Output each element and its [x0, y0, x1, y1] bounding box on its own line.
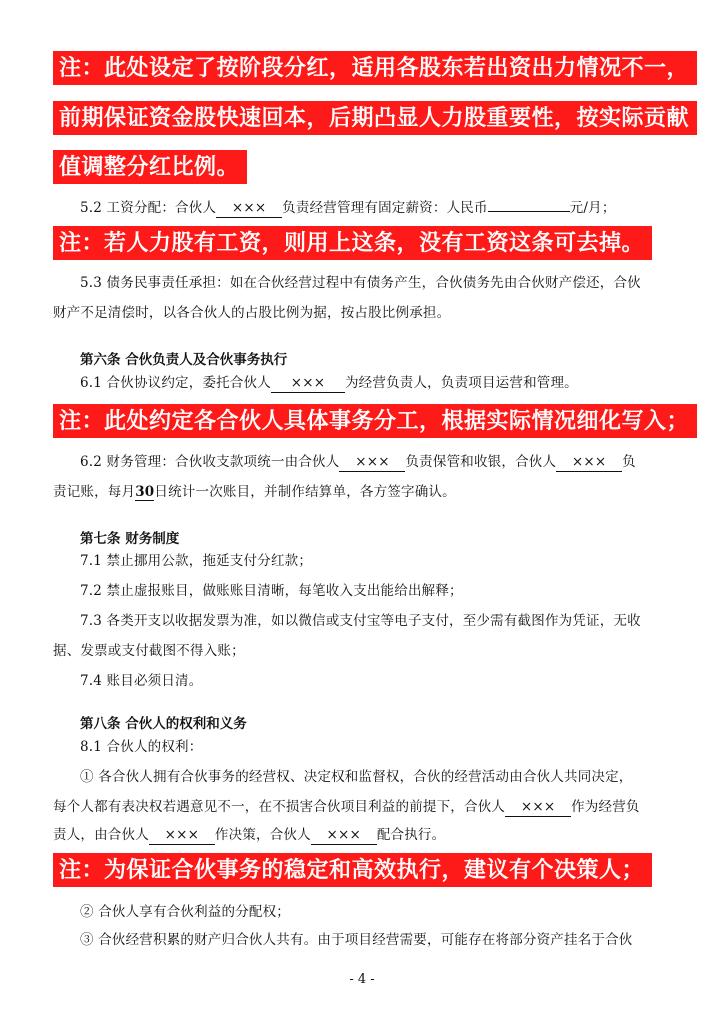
clause-6-2-line2: [53, 477, 675, 507]
clause-7-1: 7.1 禁止挪用公款，拖延支付分红款；: [80, 553, 313, 569]
right-1-text-d: 作决策，合伙人: [214, 827, 311, 843]
clause-6-2-text-d: 责记账，每月: [53, 484, 136, 500]
right-1-text-c: 责人，由合伙人: [53, 827, 149, 843]
clause-6-2-text-e: 日统计一次账目，并制作结算单，各方签字确认。: [154, 484, 456, 500]
clause-5-2-text-b: 负责经营管理有固定薪资：人民币: [282, 200, 488, 216]
article-8-heading: 第八条 合伙人的权利和义务: [80, 716, 247, 732]
clause-6-1-text-a: 6.1 合伙协议约定，委托合伙人: [80, 375, 271, 391]
partner-name-blank: ×××: [271, 375, 345, 393]
clause-5-3-line1: 5.3 债务民事责任承担：如在合伙经营过程中有债务产生，合伙债务先由合伙财产偿还，合伙: [80, 275, 641, 291]
red-note-dividend-line3: 值调整分红比例。: [53, 150, 247, 184]
partner-name-blank: ×××: [556, 454, 622, 472]
partner-name-blank: ×××: [149, 827, 215, 845]
right-1-line2: [53, 792, 675, 822]
clause-6-2-text-b: 负责保管和收银，合伙人: [405, 454, 557, 470]
right-1-line1: ① 各合伙人拥有合伙事务的经营权、决定权和监督权，合伙的经营活动由合伙人共同决定，: [80, 769, 633, 785]
partner-name-blank: ×××: [505, 799, 571, 817]
article-7-heading: 第七条 财务制度: [80, 531, 180, 547]
right-1-text-a: 每个人都有表决权若遇意见不一，在不损害合伙项目利益的前提下，合伙人: [53, 799, 506, 815]
clause-7-2: 7.2 禁止虚报账目，做账账目清晰，每笔收入支出能给出解释；: [80, 583, 463, 599]
clause-5-2-text-a: 5.2 工资分配：合伙人: [80, 200, 217, 216]
clause-6-2-text-c: 负: [622, 454, 636, 470]
red-note-division-of-duties: 注：此处约定各合伙人具体事务分工，根据实际情况细化写入；: [53, 404, 697, 438]
article-6-heading: 第六条 合伙负责人及合伙事务执行: [80, 352, 288, 368]
red-note-dividend-line1: 注：此处设定了按阶段分红，适用各股东若出资出力情况不一，: [53, 51, 697, 85]
clause-6-1: [53, 368, 702, 398]
clause-6-1-text-b: 为经营负责人，负责项目运营和管理。: [344, 375, 578, 391]
page-number: - 4 -: [349, 972, 375, 987]
salary-amount-blank: [488, 211, 570, 212]
red-note-dividend-line2: 前期保证资金股快速回本，后期凸显人力股重要性，按实际贡献: [53, 101, 697, 135]
right-1-line3: [53, 820, 675, 850]
clause-5-3-line2: 财产不足清偿时，以各合伙人的占股比例为据，按占股比例承担。: [53, 305, 451, 321]
clause-5-2: [53, 193, 702, 223]
clause-6-2-text-a: 6.2 财务管理：合伙收支款项统一由合伙人: [80, 454, 340, 470]
clause-7-4: 7.4 账目必须日清。: [80, 673, 203, 689]
right-1-text-e: 配合执行。: [376, 827, 446, 843]
partner-name-blank: ×××: [339, 454, 405, 472]
right-1-text-b: 作为经营负: [571, 799, 640, 815]
clause-8-1: 8.1 合伙人的权利：: [80, 739, 203, 755]
partner-name-blank: ×××: [216, 200, 282, 218]
clause-7-3-line2: 据、发票或支付截图不得入账；: [53, 643, 245, 659]
partner-name-blank: ×××: [311, 827, 377, 845]
red-note-salary: 注：若人力股有工资，则用上这条，没有工资这条可去掉。: [53, 226, 652, 260]
right-2: ② 合伙人享有合伙利益的分配权；: [80, 904, 290, 920]
clause-6-2-line1: [53, 447, 702, 477]
clause-5-2-text-c: 元/月；: [569, 200, 616, 216]
right-3: ③ 合伙经营积累的财产归合伙人共有。由于项目经营需要，可能存在将部分资产挂名于合伙: [80, 932, 633, 948]
red-note-decision-maker: 注：为保证合伙事务的稳定和高效执行，建议有个决策人；: [53, 853, 652, 887]
clause-7-3-line1: 7.3 各类开支以收据发票为准，如以微信或支付宝等电子支付，至少需有截图作为凭证，无收: [80, 613, 641, 629]
settlement-day: 30: [135, 484, 155, 500]
